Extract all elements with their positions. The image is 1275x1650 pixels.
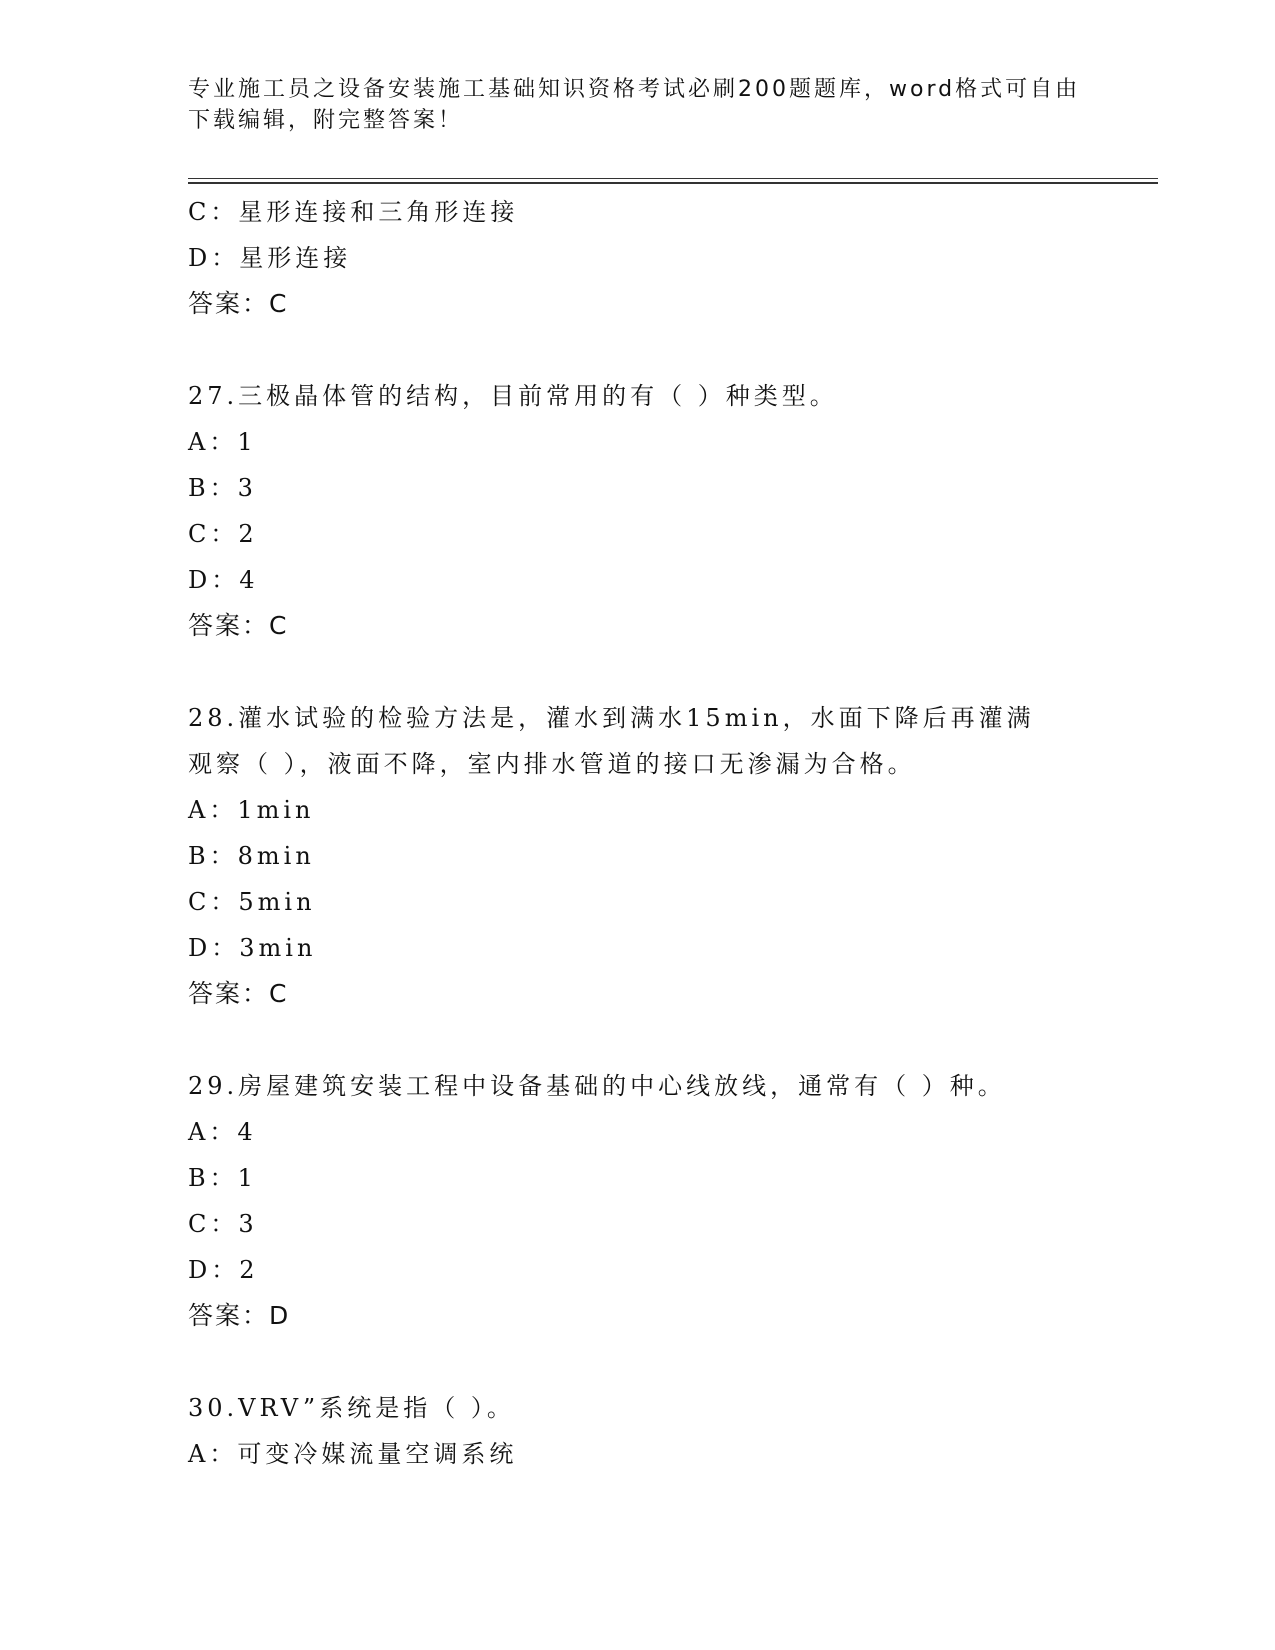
answer-line: 答案：D — [188, 1301, 291, 1330]
option-c: C：星形连接和三角形连接 — [188, 198, 519, 226]
question-30 — [188, 1385, 1088, 1477]
question-28 — [188, 695, 1088, 1017]
question-carryover — [188, 189, 1088, 327]
question-29 — [188, 1063, 1088, 1339]
spacer — [188, 327, 1088, 373]
option-c: C：2 — [188, 520, 258, 548]
question-text: 27.三极晶体管的结构，目前常用的有（ ）种类型。 — [188, 382, 838, 410]
option-d: D：2 — [188, 1256, 259, 1284]
option-d: D：3min — [188, 934, 317, 962]
spacer — [188, 1339, 1088, 1385]
document-title: 专业施工员之设备安装施工基础知识资格考试必刷200题题库，word格式可自由下载编辑，附完整答案！ — [188, 77, 1081, 133]
option-b: B：3 — [188, 474, 257, 502]
header-divider-thick — [188, 182, 1158, 184]
option-c: C：5min — [188, 888, 316, 916]
spacer — [188, 649, 1088, 695]
answer-line: 答案：C — [188, 611, 289, 640]
question-27 — [188, 373, 1088, 649]
question-text: 30.VRV”系统是指（ ）。 — [188, 1394, 515, 1422]
option-d: D：星形连接 — [188, 244, 352, 272]
option-a: A：1 — [188, 428, 257, 456]
header-divider-thin — [188, 178, 1158, 179]
option-a: A：4 — [188, 1118, 257, 1146]
answer-line: 答案：C — [188, 979, 289, 1008]
question-text: 28.灌水试验的检验方法是，灌水到满水15min，水面下降后再灌满观察（ ），液面不降，室内排水管道的接口无渗漏为合格。 — [188, 704, 1035, 778]
answer-line: 答案：C — [188, 289, 289, 318]
option-b: B：8min — [188, 842, 315, 870]
spacer — [188, 1017, 1088, 1063]
option-a: A：1min — [188, 796, 315, 824]
question-list — [188, 189, 1088, 1477]
question-text: 29.房屋建筑安装工程中设备基础的中心线放线，通常有（ ）种。 — [188, 1072, 1006, 1100]
option-a: A：可变冷媒流量空调系统 — [188, 1440, 518, 1468]
option-d: D：4 — [188, 566, 259, 594]
option-c: C：3 — [188, 1210, 258, 1238]
option-b: B：1 — [188, 1164, 257, 1192]
